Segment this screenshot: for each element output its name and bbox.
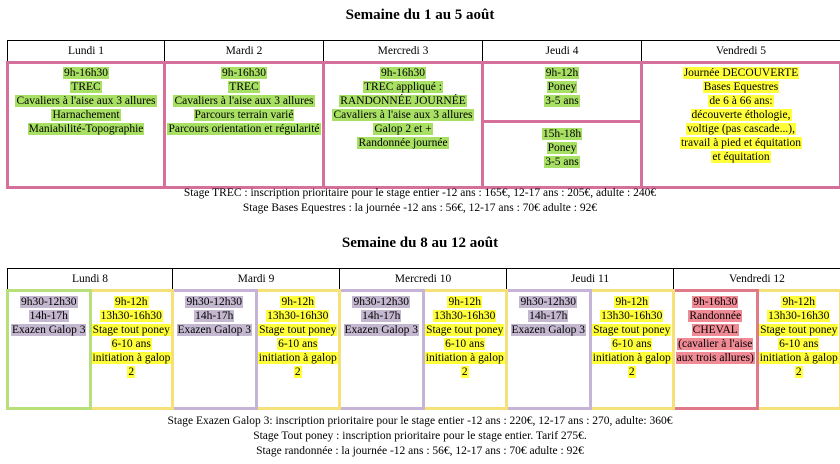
week1-day-thursday: Jeudi 4	[483, 41, 642, 63]
session-title: Randonnée	[689, 310, 742, 322]
session-level: Cavaliers à l'aise aux 3 allures	[16, 95, 156, 107]
week2-thursday-poney	[590, 291, 674, 409]
session-time: 14h-17h	[29, 310, 68, 322]
session-time: 9h30-12h30	[20, 296, 77, 308]
session-title: Stage tout poney	[760, 324, 838, 336]
week2-friday-randonnee	[674, 291, 758, 409]
session-time: 13h30-16h30	[768, 310, 830, 322]
week2-thursday-exazen	[507, 291, 591, 409]
session-title: Stage tout poney	[259, 324, 337, 336]
session-title: TREC	[229, 81, 259, 93]
week2-wednesday-poney	[423, 291, 507, 409]
week1-thursday-afternoon	[484, 123, 640, 185]
session-topic: Maniabilité-Topographie	[28, 123, 144, 135]
week2-day-thursday: Jeudi 11	[507, 269, 674, 291]
session-topic: Parcours orientation et régularité	[168, 123, 320, 135]
session-time: 9h-16h30	[693, 296, 738, 308]
session-level: Cavaliers à l'aise aux 3 allures	[174, 95, 314, 107]
session-time: 13h30-16h30	[601, 310, 663, 322]
session-topic: initiation à galop 2	[92, 352, 171, 378]
week2-friday-poney	[757, 291, 840, 409]
week1-wednesday-cell	[324, 63, 483, 188]
session-title: Exazen Galop 3	[12, 324, 86, 336]
week2-table	[6, 268, 840, 410]
week1-note-bases: Stage Bases Equestres : la journée -12 ans : 56€, 12-17 ans : 70€ adulte : 92€	[242, 202, 598, 214]
session-topic: travail à pied et équitation	[680, 137, 802, 149]
session-title: CHEVAL	[692, 324, 738, 336]
session-time: 9h-12h	[615, 296, 649, 308]
session-title: Stage tout poney	[92, 324, 170, 336]
week2-tuesday-exazen	[173, 291, 257, 409]
session-topic: initiation à galop 2	[592, 352, 671, 378]
session-time: 9h30-12h30	[520, 296, 577, 308]
session-topic: Parcours terrain varié	[194, 109, 294, 121]
week1-day-tuesday: Mardi 2	[165, 41, 324, 63]
week2-title: Semaine du 8 au 12 août	[341, 235, 499, 251]
session-title: Stage tout poney	[426, 324, 504, 336]
session-title: Poney	[547, 81, 577, 93]
session-time: 13h30-16h30	[434, 310, 496, 322]
session-title: Exazen Galop 3	[177, 324, 251, 336]
session-time: 9h-12h	[545, 67, 579, 79]
session-level: (cavalier à l'aise aux trois allures)	[676, 338, 754, 364]
week1-monday-cell	[8, 63, 165, 188]
session-time: 14h-17h	[362, 310, 401, 322]
session-topic: et équitation	[712, 151, 770, 163]
week2-day-tuesday: Mardi 9	[173, 269, 340, 291]
week1-title: Semaine du 1 au 5 août	[345, 7, 495, 23]
week2-wednesday-exazen	[340, 291, 424, 409]
session-title: RANDONNÉE JOURNÉE	[340, 95, 466, 107]
session-time: 9h-16h30	[380, 67, 426, 79]
session-level: de 6 à 66 ans:	[709, 95, 773, 107]
session-topic: Harnachement	[52, 109, 120, 121]
session-topic: initiation à galop 2	[759, 352, 838, 378]
week2-tuesday-poney	[256, 291, 340, 409]
session-topic: découverte éthologie,	[691, 109, 791, 121]
session-title: TREC appliqué :	[364, 81, 442, 93]
session-time: 13h30-16h30	[100, 310, 162, 322]
session-time: 14h-17h	[529, 310, 568, 322]
session-time: 15h-18h	[542, 128, 582, 140]
session-level: Cavaliers à l'aise aux 3 allures Galop 2 et +	[333, 109, 473, 135]
session-time: 13h30-16h30	[267, 310, 329, 322]
session-topic: voltige (pas cascade...),	[687, 123, 795, 135]
week1-tuesday-cell	[165, 63, 324, 188]
session-time: 9h-12h	[114, 296, 148, 308]
week1-day-monday: Lundi 1	[8, 41, 165, 63]
session-level: 6-10 ans	[445, 338, 485, 350]
week1-thursday-morning	[484, 64, 640, 123]
week2-note-randonnee: Stage randonnée : la journée -12 ans : 56€, 12-17 ans : 70€ adulte : 92€	[256, 445, 584, 457]
session-topic: initiation à galop 2	[425, 352, 504, 378]
session-level: 6-10 ans	[111, 338, 151, 350]
week2-note-poney: Stage Tout poney : inscription prioritaire pour le stage entier. Tarif 275€.	[253, 430, 587, 442]
session-title: Stage tout poney	[593, 324, 671, 336]
week1-thursday-cell	[483, 63, 642, 188]
session-title: Bases Equestres	[703, 81, 779, 93]
week2-day-monday: Lundi 8	[8, 269, 173, 291]
session-topic: Randonnée journée	[358, 137, 448, 149]
session-time: 9h-12h	[448, 296, 482, 308]
session-title: Exazen Galop 3	[511, 324, 585, 336]
week1-day-wednesday: Mercredi 3	[324, 41, 483, 63]
week1-friday-cell	[642, 63, 840, 188]
week2-day-wednesday: Mercredi 10	[340, 269, 507, 291]
session-level: 3-5 ans	[545, 95, 579, 107]
session-level: 6-10 ans	[612, 338, 652, 350]
session-title: Poney	[547, 142, 577, 154]
session-title: Journée DECOUVERTE	[683, 67, 799, 79]
week1-table	[6, 40, 840, 189]
session-title: Exazen Galop 3	[344, 324, 418, 336]
session-time: 9h30-12h30	[353, 296, 410, 308]
session-time: 14h-17h	[195, 310, 234, 322]
session-topic: initiation à galop 2	[258, 352, 337, 378]
session-time: 9h-16h30	[63, 67, 109, 79]
session-title: TREC	[71, 81, 101, 93]
session-level: 3-5 ans	[545, 156, 579, 168]
week1-note-trec: Stage TREC : inscription prioritaire pour le stage entier -12 ans : 165€, 12-17 ans : 205€, adulte : 240€	[183, 187, 657, 199]
week2-monday-exazen	[8, 291, 91, 409]
session-level: 6-10 ans	[278, 338, 318, 350]
session-time: 9h-12h	[782, 296, 816, 308]
session-time: 9h-16h30	[221, 67, 267, 79]
session-time: 9h30-12h30	[186, 296, 243, 308]
week1-day-friday: Vendredi 5	[642, 41, 840, 63]
week2-note-exazen: Stage Exazen Galop 3: inscription prioritaire pour le stage entier -12 ans : 220€, 12-17 ans : 270, adulte: 360€	[167, 415, 673, 427]
week2-day-friday: Vendredi 12	[674, 269, 840, 291]
week2-monday-poney	[90, 291, 173, 409]
session-level: 6-10 ans	[779, 338, 819, 350]
session-time: 9h-12h	[281, 296, 315, 308]
